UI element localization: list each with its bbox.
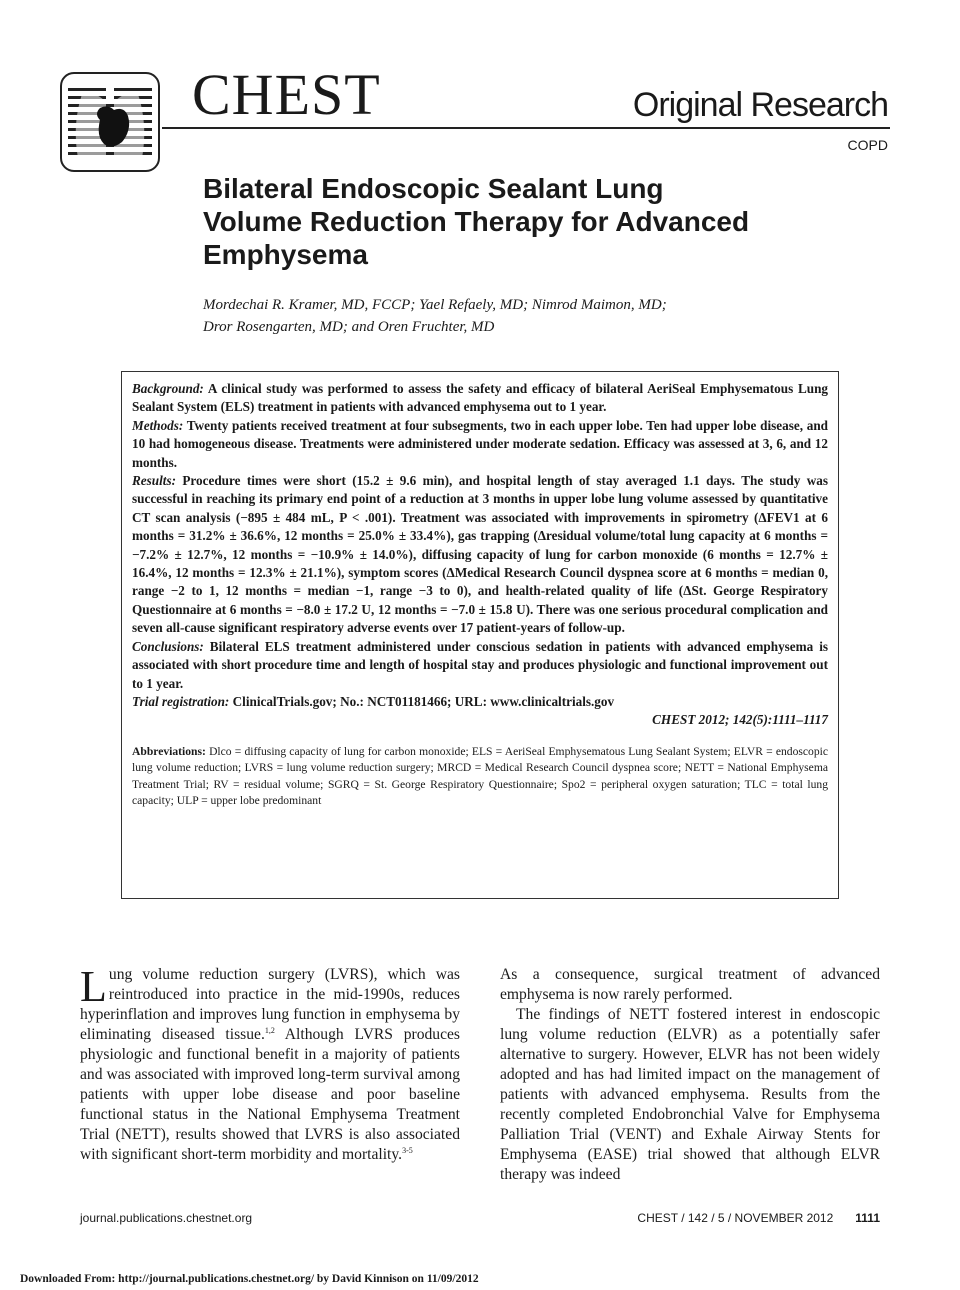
body-paragraph [80, 962, 460, 1165]
footer-url: journal.publications.chestnet.org [80, 1211, 253, 1225]
background-text: A clinical study was performed to assess the safety and efficacy of bilateral AeriSeal Emphysematous Lung Sealant System (ELS) treatment in patients with advanced emphysema out to 1 year. [132, 381, 828, 415]
section-label: Original Research [632, 86, 888, 124]
footer-issue: CHEST / 142 / 5 / NOVEMBER 2012 [637, 1211, 834, 1225]
abbreviations-text: Dlco = diffusing capacity of lung for carbon monoxide; ELS = AeriSeal Emphysematous Lung Sealant System; ELVR = endoscopic lung volume reduction; LVRS = lung volume reduction surgery; MRCD = Medical Research Council dyspnea score; NETT = National Emphysema Treatment Trial; RV = residual volume; SGRQ = St. George Respiratory Questionnaire; Spo2 = peripheral oxygen saturation; TLC = total lung capacity; ULP = upper lobe predominant [132, 744, 829, 807]
abstract-trial-registration [132, 693, 828, 711]
abbreviations-label: Abbreviations: [132, 744, 206, 758]
download-notice: Downloaded From: http://journal.publications.chestnet.org/ by David Kinnison on 11/09/2012 [20, 1273, 479, 1285]
abstract-citation: CHEST 2012; 142(5):1111–1117 [652, 712, 828, 728]
authors-line-2: Dror Rosengarten, MD; and Oren Fruchter, MD [203, 319, 495, 335]
lungs-logo-icon [62, 74, 158, 170]
results-text: Procedure times were short (15.2 ± 9.6 min), and hospital length of stay averaged 1.1 days. The study was successful in reaching its primary end point of a reduction at 3 months in upper lobe lung volume assessed by quantitative CT scan analysis (−895 ± 484 mL, P < .001). Treatment was associated with improvements in spirometry (ΔFEV1 at 6 months = 31.2% ± 36.6%, 12 months = 25.0% ± 33.4%), gas trapping (Δresidual volume/total lung capacity at 6 months = −7.2% ± 12.7%, 12 months = −10.9% ± 14.0%), diffusing capacity of lung for carbon monoxide (6 months = 12.7% ± 16.4%, 12 months = 12.3% ± 21.1%), symptom scores (ΔMedical Research Council dyspnea score at 6 months = median 0, range −2 to 1, 12 months = median −1, range −3 to 0), and health-related quality of life (ΔSt. George Respiratory Questionnaire at 6 months = −8.0 ± 17.2 U, 12 months = −7.0 ± 15.8 U). There was one serious procedural complication and seven all-cause significant respiratory adverse events over 17 patient-years of follow-up. [132, 473, 829, 636]
authors-line-1: Mordechai R. Kramer, MD, FCCP; Yael Refaely, MD; Nimrod Maimon, MD; [203, 297, 667, 313]
abstract-results [132, 472, 828, 638]
abstract-conclusions [132, 638, 828, 693]
body-paragraph: As a consequence, surgical treatment of advanced emphysema is now rarely performed. [500, 966, 880, 1003]
page-number: 1111 [855, 1211, 880, 1225]
footer-citation [637, 1211, 880, 1225]
reference-superscript: 1,2 [264, 1025, 275, 1035]
reference-superscript: 3-5 [402, 1145, 413, 1155]
body-column-left [80, 962, 460, 1165]
abstract-methods [132, 417, 828, 472]
abbreviations [132, 744, 828, 810]
drop-cap: L [80, 962, 107, 1011]
subsection-label: COPD [847, 137, 888, 153]
journal-logo [60, 72, 160, 172]
header-divider [162, 127, 890, 129]
body-paragraph: The findings of NETT fostered interest in endoscopic lung volume reduction (ELVR) as a potentially safer alternative to surgery. However, ELVR has not been widely adopted and has had limited impact on the management of patients with advanced emphysema. Results from the recently completed Endobronchial Valve for Emphysema Palliation Trial (VENT) and Exhale Airway Stents for Emphysema (EASE) trial showed that although ELVR therapy was indeed [500, 1006, 880, 1183]
body-column-right [500, 965, 880, 1185]
journal-name: CHEST [192, 62, 381, 127]
methods-text: Twenty patients received treatment at four subsegments, two in each upper lobe. Ten had upper lobe disease, and 10 had homogeneous disease. Treatments were administered under moderate sedation. Efficacy was assessed at 3, 6, and 12 months. [132, 417, 828, 470]
body-text: ung volume reduction surgery (LVRS), which was reintroduced into practice in the mid-1990s, reduces hyperinflation and improves lung function in emphysema by eliminating diseased tissue. [80, 966, 460, 1043]
abstract-box [121, 371, 839, 899]
background-label: Background: [132, 381, 204, 396]
results-label: Results: [132, 473, 176, 489]
conclusions-label: Conclusions: [132, 638, 204, 654]
trial-text: ClinicalTrials.gov; No.: NCT01181466; URL: www.clinicaltrials.gov [232, 693, 615, 709]
conclusions-text: Bilateral ELS treatment administered under conscious sedation in patients with advanced emphysema is associated with short procedure time and length of hospital stay and produces physiologic and functional improvement out to 1 year. [132, 638, 828, 691]
methods-label: Methods: [132, 417, 184, 433]
body-text: Although LVRS produces physiologic and functional benefit in a majority of patients and was associated with improved long-term survival among patients with upper lobe disease and poor baseline functional status in the National Emphysema Treatment Trial (NETT), results showed that LVRS is also associated with significant short-term morbidity and mortality. [80, 1026, 460, 1163]
abstract-background [132, 380, 828, 417]
author-list [203, 294, 803, 338]
article-title: Bilateral Endoscopic Sealant Lung Volume Reduction Therapy for Advanced Emphysema [203, 173, 750, 270]
trial-label: Trial registration: [132, 693, 230, 709]
